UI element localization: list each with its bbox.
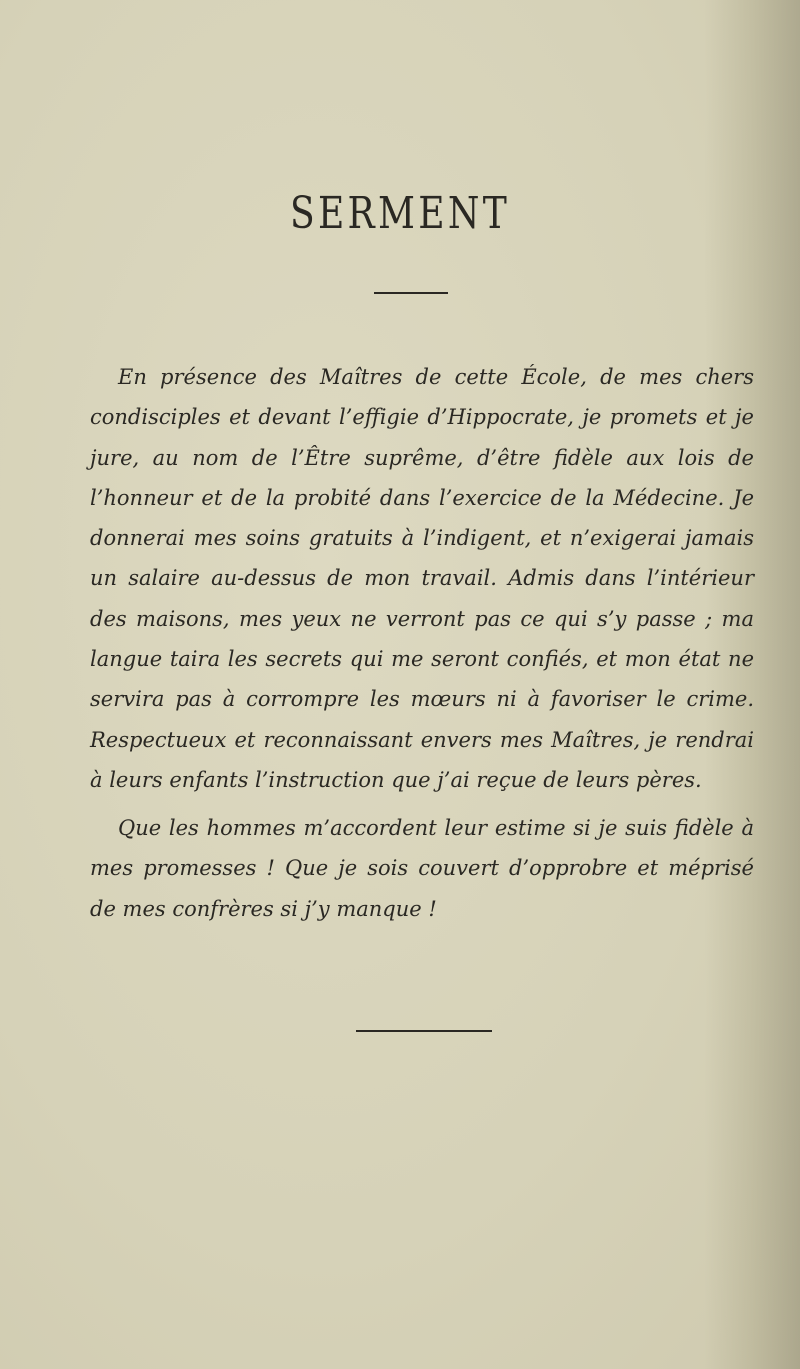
- title-divider: [374, 292, 448, 294]
- end-divider: [356, 1030, 492, 1032]
- page-title: SERMENT: [289, 188, 511, 239]
- oath-closing-paragraph: Que les hommes m’accordent leur estime si je suis fidèle à mes promesses ! Que je sois couvert d’opprobre et méprisé de mes confrères si j’y manque !: [90, 816, 754, 921]
- oath-paragraph: En présence des Maîtres de cette École, de mes chers condisciples et devant l’effigie d’Hippocrate, je promets et je jure, au nom de l’Être suprême, d’être fidèle aux lois de l’honneur et de la probité dans l’exercice de la Médecine. Je donnerai mes soins gratuits à l’indigent, et n’exigerai jamais un salaire au-dessus de mon travail. Admis dans l’intérieur des maisons, mes yeux ne verront pas ce qui s’y passe ; ma langue taira les secrets qui me seront confiés, et mon état ne servira pas à corrompre les mœurs ni à favoriser le crime. Respectueux et reconnaissant envers mes Maîtres, je rendrai à leurs enfants l’instruction que j’ai reçue de leurs pères.: [90, 365, 754, 792]
